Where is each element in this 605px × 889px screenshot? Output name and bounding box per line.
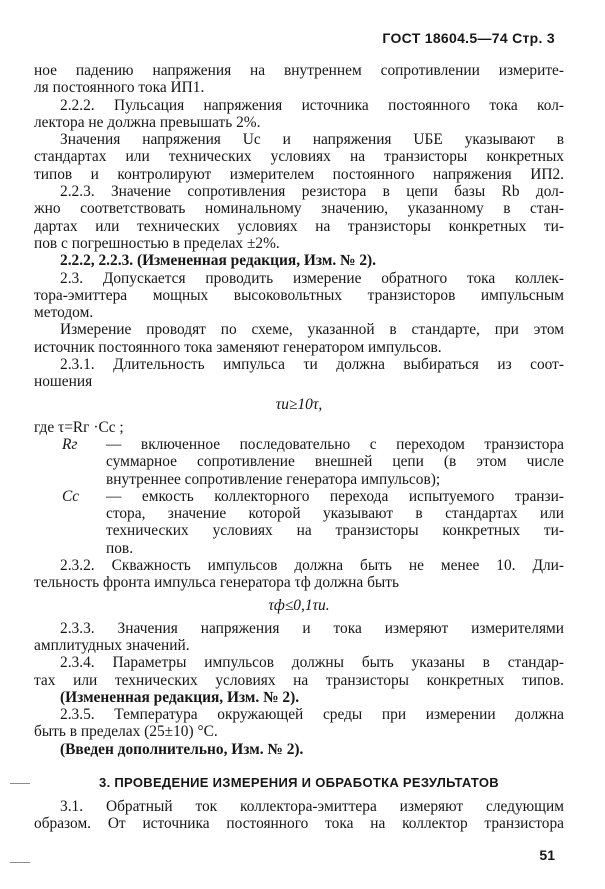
text-line: внутреннее сопротивление генератора импульсов); — [106, 470, 441, 488]
margin-mark — [10, 783, 30, 784]
text-line: ношения — [34, 373, 93, 391]
section-heading: 3. ПРОВЕДЕНИЕ ИЗМЕРЕНИЯ И ОБРАБОТКА РЕЗУЛЬТАТОВ — [99, 774, 499, 790]
text-line: стора, значение которой указывают в стандартах или — [106, 505, 564, 523]
text-line: Измерение проводят по схеме, указанной в стандарте, при этом — [60, 321, 564, 339]
text-line: 2.3.4. Параметры импульсов должны быть указаны в стандар- — [60, 654, 564, 672]
symbol-cc: Cс — [62, 487, 80, 505]
text-line: источник постоянного тока заменяют генератором импульсов. — [34, 338, 442, 356]
text-line: ное падению напряжения на внутреннем сопротивлении измерите- — [34, 62, 564, 79]
text-line: тельность фронта импульса генератора τф должна быть — [34, 574, 400, 592]
margin-mark — [10, 862, 30, 863]
text-line: тора-эмиттера мощных высоковольтных транзисторов импульсным — [34, 286, 564, 304]
text-line: Значения напряжения Uс и напряжения UБЕ указывают в — [60, 131, 564, 149]
amendment-note: (Измененная редакция, Изм. № 2). — [60, 688, 300, 706]
text-line: дартах или технических условиях на транзисторы конкретных ти- — [34, 217, 564, 235]
text-line: 2.3.2. Скважность импульсов должна быть не менее 10. Дли- — [60, 557, 564, 575]
text-line: 2.2.2. Пульсация напряжения источника постоянного тока кол- — [60, 96, 564, 114]
text-line: пов с погрешностью в пределах ±2%. — [34, 234, 280, 252]
document-body — [34, 62, 564, 833]
text-line: 2.2.3. Значение сопротивления резистора в цепи базы Rb дол- — [60, 183, 564, 201]
formula: τи≥10τ, — [275, 395, 323, 413]
text-line: 3.1. Обратный ток коллектора-эмиттера измеряют следующим — [60, 797, 564, 815]
text-line: 2.3.3. Значения напряжения и тока измеряют измерителями — [60, 619, 564, 637]
definition-cc — [34, 488, 564, 557]
formula: τф≤0,1τи. — [268, 596, 330, 614]
amendment-note: (Введен дополнительно, Изм. № 2). — [60, 740, 304, 758]
text-line: — емкость коллекторного перехода испытуемого транзи- — [106, 487, 564, 505]
text-line: 2.3. Допускается проводить измерение обратного тока коллек- — [60, 269, 564, 287]
text-line: где τ=Rг ·Cс ; — [34, 418, 124, 436]
text-line: типов и контролируют измерителем постоянного напряжения ИП2. — [34, 165, 564, 183]
text-line: ля постоянного тока ИП1. — [34, 79, 205, 97]
text-line: — включенное последовательно с переходом транзистора — [106, 435, 564, 453]
text-line: методом. — [34, 304, 94, 322]
text-line: 2.3.1. Длительность импульса τи должна выбираться из соот- — [60, 356, 564, 374]
page-number: 51 — [539, 847, 555, 863]
symbol-rg: Rг — [62, 435, 78, 453]
text-line: суммарное сопротивление внешней цепи (в этом числе — [106, 453, 564, 471]
amendment-note: 2.2.2, 2.2.3. (Измененная редакция, Изм. № 2). — [60, 252, 377, 270]
text-line: образом. От источника постоянного тока на коллектор транзистора — [34, 815, 564, 833]
text-line: амплитудных значений. — [34, 636, 190, 654]
definition-rg — [34, 436, 564, 488]
text-line: быть в пределах (25±10) °С. — [34, 723, 218, 741]
text-line: 2.3.5. Температура окружающей среды при измерении должна — [60, 706, 564, 724]
page-header: ГОСТ 18604.5—74 Стр. 3 — [382, 30, 555, 46]
text-line: стандартах или технических условиях на транзисторы конкретных — [34, 148, 564, 166]
text-line: тах или технических условиях на транзисторы конкретных типов. — [34, 671, 564, 689]
text-line: жно соответствовать номинальному значению, указанному в стан- — [34, 200, 564, 218]
text-line: лектора не должна превышать 2%. — [34, 113, 261, 131]
text-line: технических условиях на транзисторы конкретных ти- — [106, 522, 564, 540]
text-line: пов. — [106, 539, 134, 557]
